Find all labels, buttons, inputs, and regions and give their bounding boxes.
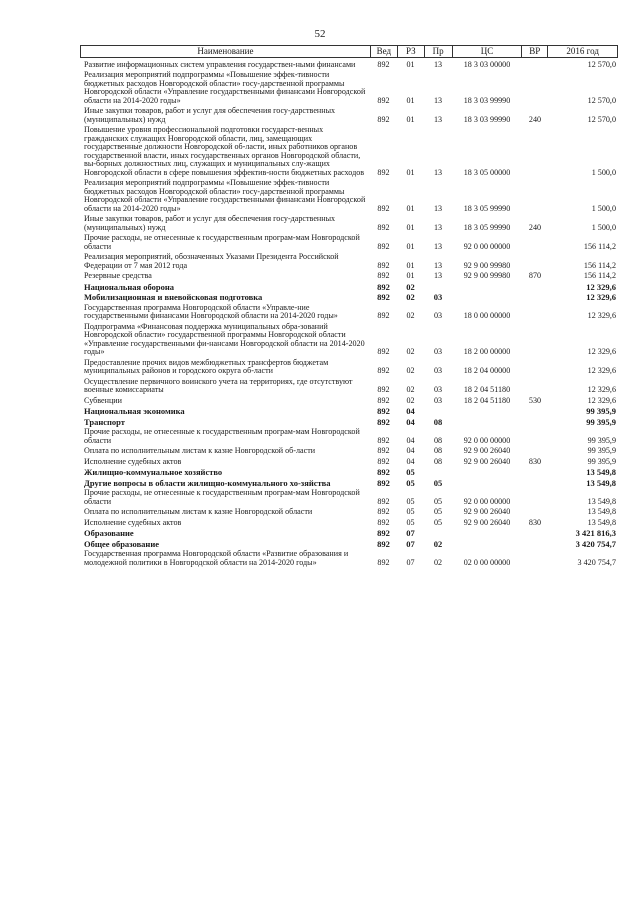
cell-sum: 99 395,9 <box>587 435 616 445</box>
table-row <box>80 395 618 406</box>
cell-cs: 18 3 05 99990 <box>463 203 511 213</box>
table-row <box>80 376 618 395</box>
page-number: 52 <box>314 28 326 40</box>
cell-sum: 156 114,2 <box>583 260 616 270</box>
table-row <box>80 406 618 417</box>
cell-cs: 18 2 04 51180 <box>463 385 511 394</box>
cell-pr: 13 <box>433 222 443 232</box>
table-row <box>80 281 618 292</box>
cell-rz: 04 <box>406 456 415 466</box>
cell-pr: 05 <box>433 517 443 527</box>
cell-ved: 892 <box>377 114 390 124</box>
cell-pr: 03 <box>433 395 443 405</box>
cell-name: Национальная экономика <box>84 406 185 416</box>
table-row <box>80 321 618 357</box>
cell-cs: 92 9 00 99980 <box>463 271 511 280</box>
cell-cs: 02 0 00 00000 <box>463 557 511 567</box>
header-rz: РЗ <box>397 46 424 57</box>
cell-ved: 892 <box>377 347 390 356</box>
table-row <box>80 292 618 303</box>
cell-pr: 08 <box>433 435 443 445</box>
cell-rz: 05 <box>406 467 415 477</box>
cell-ved: 892 <box>377 167 390 177</box>
cell-ved: 892 <box>377 517 390 527</box>
cell-sum: 12 570,0 <box>587 59 616 69</box>
cell-sum: 13 549,8 <box>586 477 616 488</box>
cell-rz: 01 <box>406 167 415 177</box>
table-row <box>80 416 618 427</box>
cell-name: Резервные средства <box>84 271 152 280</box>
cell-pr: 02 <box>433 538 443 549</box>
cell-rz: 07 <box>406 557 415 567</box>
cell-cs: 18 2 04 00000 <box>463 366 511 375</box>
cell-rz: 02 <box>406 385 415 394</box>
cell-pr: 02 <box>433 557 443 567</box>
cell-rz: 04 <box>406 416 415 427</box>
cell-rz: 01 <box>406 114 415 124</box>
cell-name: Осуществление первичного воинского учета на территориях, где отсутствуют военные комиссариаты <box>84 376 353 394</box>
cell-cs: 18 0 00 00000 <box>463 311 511 320</box>
table-row <box>80 214 618 233</box>
cell-pr: 13 <box>433 167 443 177</box>
header-sum: 2016 год <box>547 46 617 57</box>
cell-vr: 530 <box>528 395 542 405</box>
table-row <box>80 427 618 446</box>
cell-name: Предоставление прочих видов межбюджетных трансфертов бюджетам муниципальных районов и городского округа об-ласти <box>84 357 329 375</box>
cell-sum: 12 329,6 <box>587 366 616 375</box>
cell-ved: 892 <box>377 557 390 567</box>
cell-ved: 892 <box>377 203 390 213</box>
cell-sum: 12 329,6 <box>587 385 616 394</box>
table-row <box>80 70 618 106</box>
cell-name: Реализация мероприятий, обозначенных Указами Президента Российской Федерации от 7 мая 2012 года <box>84 252 339 270</box>
cell-cs: 18 3 05 99990 <box>463 222 511 232</box>
cell-pr: 13 <box>433 241 443 251</box>
cell-ved: 892 <box>377 395 390 405</box>
cell-ved: 892 <box>377 435 390 445</box>
table-row <box>80 302 618 321</box>
cell-sum: 12 329,6 <box>587 395 616 405</box>
table-row <box>80 178 618 214</box>
cell-rz: 05 <box>406 517 415 527</box>
cell-ved: 892 <box>377 538 390 549</box>
cell-pr: 13 <box>433 260 443 270</box>
cell-name: Национальная оборона <box>84 281 175 292</box>
cell-name: Общее образование <box>84 538 159 549</box>
cell-ved: 892 <box>377 406 390 416</box>
cell-name: Прочие расходы, не отнесенные к государственным програм-мам Новгородской области <box>84 427 360 445</box>
cell-rz: 02 <box>406 311 415 320</box>
cell-ved: 892 <box>377 281 390 292</box>
cell-ved: 892 <box>377 528 390 538</box>
cell-rz: 05 <box>406 496 415 506</box>
cell-rz: 07 <box>406 538 415 549</box>
cell-name: Прочие расходы, не отнесенные к государственным програм-мам Новгородской области <box>84 488 360 506</box>
cell-pr: 05 <box>433 507 443 516</box>
table-row <box>80 549 618 568</box>
cell-name: Исполнение судебных актов <box>84 517 182 527</box>
cell-pr: 13 <box>433 203 443 213</box>
cell-sum: 1 500,0 <box>591 222 616 232</box>
cell-pr: 05 <box>433 496 443 506</box>
cell-ved: 892 <box>377 222 390 232</box>
table-row <box>80 357 618 376</box>
header-cs: ЦС <box>452 46 522 57</box>
cell-vr: 830 <box>528 456 542 466</box>
cell-sum: 3 421 816,3 <box>575 528 616 538</box>
cell-pr: 13 <box>433 271 443 280</box>
header-ved: Вед <box>370 46 397 57</box>
cell-pr: 13 <box>433 95 443 105</box>
cell-cs: 92 9 00 26040 <box>463 446 511 455</box>
cell-sum: 1 500,0 <box>591 203 616 213</box>
cell-vr: 830 <box>528 517 542 527</box>
cell-ved: 892 <box>377 385 390 394</box>
cell-name: Реализация мероприятий подпрограммы «Повышение эффек-тивности бюджетных расходов Новгородской области» госу-дарственной программы Новгородской области «Управление государственными финансами Новгородской области на 2014-2020 годы» <box>84 178 366 213</box>
cell-rz: 05 <box>406 507 415 516</box>
cell-sum: 12 570,0 <box>587 114 616 124</box>
cell-ved: 892 <box>377 507 390 516</box>
cell-name: Мобилизационная и вневойсковая подготовка <box>84 292 263 302</box>
cell-rz: 01 <box>406 241 415 251</box>
cell-sum: 12 329,6 <box>586 292 616 302</box>
cell-ved: 892 <box>377 366 390 375</box>
table-row <box>80 467 618 478</box>
cell-sum: 12 329,6 <box>587 311 616 320</box>
cell-name: Исполнение судебных актов <box>84 456 182 466</box>
cell-name: Повышение уровня профессиональной подготовки государст-венных гражданских служащих Новгородской области, лиц, замещающих государственные должности Новгородской об-ласти, иных работников органов государственной власти, иных государственных органов Новгородской области, вы-борных должностных лиц, служащих и муниципальных слу-жащих Новгородской области в сфере повышения эффектив-ности бюджетных расходов <box>84 125 365 177</box>
cell-cs: 92 0 00 00000 <box>463 496 511 506</box>
cell-cs: 18 3 03 99990 <box>463 114 511 124</box>
table-row <box>80 59 618 70</box>
cell-rz: 01 <box>406 95 415 105</box>
cell-sum: 13 549,8 <box>587 517 616 527</box>
table-row <box>80 252 618 271</box>
cell-cs: 92 9 00 26040 <box>463 507 511 516</box>
cell-ved: 892 <box>377 95 390 105</box>
cell-rz: 04 <box>406 406 415 416</box>
cell-pr: 03 <box>433 385 443 394</box>
table-row <box>80 488 618 507</box>
cell-name: Оплата по исполнительным листам к казне Новгородской об-ласти <box>84 446 316 455</box>
cell-cs: 92 9 00 99980 <box>463 260 511 270</box>
table-row <box>80 125 618 178</box>
table-row <box>80 233 618 252</box>
cell-pr: 08 <box>433 416 443 427</box>
cell-rz: 04 <box>406 446 415 455</box>
table-row <box>80 271 618 282</box>
cell-pr: 03 <box>433 311 443 320</box>
table-row <box>80 507 618 518</box>
cell-pr: 08 <box>433 446 443 455</box>
cell-ved: 892 <box>377 477 390 488</box>
cell-name: Прочие расходы, не отнесенные к государственным програм-мам Новгородской области <box>84 233 360 251</box>
cell-pr: 13 <box>433 59 443 69</box>
cell-cs: 18 3 05 00000 <box>463 167 511 177</box>
cell-rz: 02 <box>406 281 415 292</box>
cell-pr: 03 <box>433 292 443 302</box>
table-row <box>80 538 618 549</box>
cell-ved: 892 <box>377 311 390 320</box>
header-vr: ВР <box>521 46 547 57</box>
cell-name: Иные закупки товаров, работ и услуг для обеспечения госу-дарственных (муниципальных) нужд <box>84 106 336 124</box>
cell-pr: 13 <box>433 114 443 124</box>
cell-sum: 99 395,9 <box>587 446 616 455</box>
cell-cs: 18 3 03 00000 <box>463 59 511 69</box>
table-header <box>80 45 618 58</box>
cell-name: Оплата по исполнительным листам к казне Новгородской области <box>84 507 313 516</box>
cell-sum: 12 329,6 <box>586 281 616 292</box>
cell-ved: 892 <box>377 292 390 302</box>
cell-rz: 02 <box>406 395 415 405</box>
cell-ved: 892 <box>377 416 390 427</box>
cell-pr: 08 <box>433 456 443 466</box>
cell-rz: 07 <box>406 528 415 538</box>
cell-cs: 18 2 04 51180 <box>463 395 511 405</box>
cell-rz: 01 <box>406 203 415 213</box>
cell-sum: 156 114,2 <box>583 241 616 251</box>
cell-ved: 892 <box>377 446 390 455</box>
cell-cs: 18 3 03 99990 <box>463 95 511 105</box>
cell-sum: 1 500,0 <box>591 167 616 177</box>
cell-name: Реализация мероприятий подпрограммы «Повышение эффек-тивности бюджетных расходов Новгородской области» госу-дарственной программы Новгородской области «Управление государственными финансами Новгородской области на 2014-2020 годы» <box>84 70 366 105</box>
cell-name: Субвенции <box>84 395 122 405</box>
cell-sum: 13 549,8 <box>586 467 616 477</box>
cell-sum: 3 420 754,7 <box>575 538 616 549</box>
table-body <box>80 59 618 568</box>
cell-vr: 240 <box>528 114 542 124</box>
cell-rz: 01 <box>406 222 415 232</box>
cell-name: Иные закупки товаров, работ и услуг для обеспечения госу-дарственных (муниципальных) нужд <box>84 214 336 232</box>
cell-rz: 01 <box>406 260 415 270</box>
cell-sum: 12 329,6 <box>587 347 616 356</box>
cell-name: Развитие информационных систем управления государствен-ными финансами <box>84 59 356 69</box>
cell-ved: 892 <box>377 467 390 477</box>
cell-rz: 02 <box>406 292 415 302</box>
cell-sum: 156 114,2 <box>583 271 616 280</box>
cell-name: Образование <box>84 528 134 538</box>
cell-ved: 892 <box>377 496 390 506</box>
cell-cs: 92 0 00 00000 <box>463 241 511 251</box>
header-name: Наименование <box>197 46 254 56</box>
cell-cs: 92 9 00 26040 <box>463 456 511 466</box>
cell-name: Государственная программа Новгородской области «Управле-ние государственными финансами Новгородской области на 2014-2020 годы» <box>84 302 338 320</box>
cell-cs: 92 9 00 26040 <box>463 517 511 527</box>
cell-cs: 92 0 00 00000 <box>463 435 511 445</box>
table-row <box>80 446 618 457</box>
cell-sum: 3 420 754,7 <box>577 557 616 567</box>
cell-rz: 05 <box>406 477 415 488</box>
table-row <box>80 456 618 467</box>
cell-rz: 01 <box>406 59 415 69</box>
cell-rz: 02 <box>406 366 415 375</box>
table-row <box>80 528 618 539</box>
cell-sum: 13 549,8 <box>587 507 616 516</box>
cell-sum: 99 395,9 <box>586 416 616 427</box>
cell-name: Государственная программа Новгородской области «Развитие образования и молодежной политики в Новгородской области на 2014-2020 годы» <box>84 549 349 567</box>
cell-pr: 05 <box>433 477 443 488</box>
cell-name: Подпрограмма «Финансовая поддержка муниципальных обра-зований Новгородской области» государственной программы Новгородской области «Управление государственными фи-нансами Новгородской области на 2014-2020 годы» <box>84 321 365 356</box>
header-pr: Пр <box>424 46 452 57</box>
cell-rz: 02 <box>406 347 415 356</box>
cell-sum: 99 395,9 <box>587 456 616 466</box>
cell-name: Жилищно-коммунальное хозяйство <box>84 467 223 477</box>
cell-sum: 99 395,9 <box>586 406 616 416</box>
cell-rz: 04 <box>406 435 415 445</box>
cell-vr: 870 <box>528 271 542 280</box>
cell-ved: 892 <box>377 260 390 270</box>
cell-ved: 892 <box>377 59 390 69</box>
cell-sum: 12 570,0 <box>587 95 616 105</box>
cell-name: Транспорт <box>84 416 125 427</box>
cell-ved: 892 <box>377 271 390 280</box>
cell-pr: 03 <box>433 347 443 356</box>
cell-ved: 892 <box>377 456 390 466</box>
cell-ved: 892 <box>377 241 390 251</box>
table-row <box>80 477 618 488</box>
cell-vr: 240 <box>528 222 542 232</box>
cell-sum: 13 549,8 <box>587 496 616 506</box>
cell-rz: 01 <box>406 271 415 280</box>
cell-pr: 03 <box>433 366 443 375</box>
table-row <box>80 517 618 528</box>
cell-cs: 18 2 00 00000 <box>463 347 511 356</box>
cell-name: Другие вопросы в области жилищно-коммунального хо-зяйства <box>84 477 331 488</box>
table-row <box>80 106 618 125</box>
